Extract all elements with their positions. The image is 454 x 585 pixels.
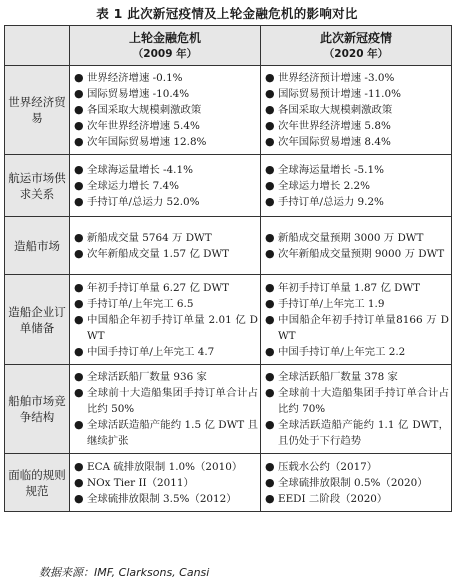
bullet-list (265, 369, 449, 449)
item-text: 新船成交量 5764 万 DWT (87, 231, 212, 244)
bullet-icon: ● (265, 230, 275, 244)
list-item (265, 312, 449, 344)
bullet-icon: ● (265, 194, 275, 208)
item-text: 年初手持订单量 6.27 亿 DWT (87, 281, 230, 294)
row-category: 航运市场供求关系 (5, 155, 70, 217)
bullet-icon: ● (265, 135, 275, 148)
cell-2009 (70, 217, 261, 275)
list-item (265, 417, 449, 449)
bullet-icon: ● (265, 296, 275, 310)
list-item (265, 134, 449, 150)
list-item (265, 385, 449, 417)
list-item (74, 194, 258, 210)
row-category: 造船市场 (5, 217, 70, 275)
bullet-list (74, 70, 258, 150)
bullet-list (74, 280, 258, 360)
list-item (74, 118, 258, 134)
item-text: 全球前十大造船集团手持订单合计占比约 70% (278, 387, 449, 415)
bullet-icon: ● (265, 119, 275, 132)
cell-2009 (70, 275, 261, 365)
item-text: 全球活跃造船产能约 1.1 亿 DWT，且仍处于下行趋势 (278, 419, 449, 447)
item-text: 次年国际贸易增速 12.8% (87, 136, 207, 148)
bullet-icon: ● (74, 162, 84, 176)
item-text: 中国手持订单/上年完工 4.7 (87, 345, 215, 358)
header-corner (5, 26, 70, 66)
bullet-icon: ● (265, 344, 275, 358)
list-item (74, 475, 258, 491)
cell-2020 (261, 155, 452, 217)
cell-2020 (261, 217, 452, 275)
bullet-icon: ● (265, 162, 275, 176)
list-item (265, 491, 449, 507)
item-text: 全球运力增长 7.4% (87, 179, 180, 192)
item-text: ECA 硫排放限制 1.0%（2010） (87, 460, 243, 473)
list-item (265, 70, 449, 86)
item-text: NOx Tier II（2011） (87, 476, 194, 489)
bullet-icon: ● (265, 312, 275, 326)
bullet-list (265, 162, 449, 210)
header-2020 (261, 26, 452, 66)
item-text: 全球硫排放限制 0.5%（2020） (278, 476, 428, 489)
header-2009-year: （2009 年） (132, 47, 198, 60)
list-item (265, 369, 449, 385)
row-category: 世界经济贸易 (5, 66, 70, 155)
item-text: 各国采取大规模刺激政策 (278, 104, 393, 116)
list-item (265, 280, 449, 296)
bullet-list (265, 230, 449, 262)
bullet-icon: ● (74, 103, 84, 116)
row-category: 面临的规则规范 (5, 454, 70, 512)
bullet-icon: ● (74, 344, 84, 358)
bullet-icon: ● (265, 459, 275, 473)
bullet-icon: ● (74, 135, 84, 148)
bullet-list (265, 459, 449, 507)
bullet-list (74, 230, 258, 262)
list-item (74, 296, 258, 312)
item-text: 手持订单/上年完工 6.5 (87, 297, 194, 310)
item-text: 新船成交量预期 3000 万 DWT (278, 231, 424, 244)
list-item (74, 86, 258, 102)
item-text: 世界经济增速 -0.1% (87, 72, 183, 84)
item-text: 各国采取大规模刺激政策 (87, 104, 202, 116)
cell-2020 (261, 66, 452, 155)
item-text: 中国手持订单/上年完工 2.2 (278, 345, 406, 358)
item-text: 年初手持订单量 1.87 亿 DWT (278, 281, 421, 294)
table-row (5, 275, 452, 365)
item-text: 手持订单/总运力 9.2% (278, 195, 384, 208)
item-text: 全球活跃船厂数量 378 家 (278, 371, 398, 383)
item-text: 全球活跃船厂数量 936 家 (87, 371, 207, 383)
item-text: 全球海运量增长 -4.1% (87, 163, 193, 176)
header-2009 (70, 26, 261, 66)
bullet-icon: ● (74, 475, 84, 489)
list-item (265, 162, 449, 178)
bullet-icon: ● (74, 194, 84, 208)
table-row (5, 155, 452, 217)
list-item (74, 491, 258, 507)
list-item (265, 102, 449, 118)
bullet-list (74, 459, 258, 507)
bullet-icon: ● (74, 296, 84, 310)
list-item (74, 459, 258, 475)
list-item (265, 230, 449, 246)
bullet-icon: ● (74, 280, 84, 294)
bullet-icon: ● (265, 178, 275, 192)
item-text: 压载水公约（2017） (278, 460, 378, 473)
header-2020-year: （2020 年） (323, 47, 389, 60)
list-item (265, 194, 449, 210)
list-item (74, 344, 258, 360)
cell-2009 (70, 365, 261, 454)
cell-2020 (261, 275, 452, 365)
list-item (265, 459, 449, 475)
item-text: 手持订单/总运力 52.0% (87, 195, 200, 208)
bullet-icon: ● (74, 491, 84, 505)
bullet-icon: ● (265, 246, 275, 260)
list-item (74, 246, 258, 262)
list-item (74, 312, 258, 344)
cell-2009 (70, 66, 261, 155)
bullet-icon: ● (74, 178, 84, 192)
list-item (74, 369, 258, 385)
table-header-row (5, 26, 452, 66)
item-text: 次年新船成交量 1.57 亿 DWT (87, 247, 230, 260)
list-item (265, 475, 449, 491)
table-caption: 表 1 此次新冠疫情及上轮金融危机的影响对比 (96, 6, 358, 21)
bullet-icon: ● (74, 230, 84, 244)
row-category: 造船企业订单储备 (5, 275, 70, 365)
item-text: 次年世界经济增速 5.8% (278, 120, 391, 132)
bullet-icon: ● (74, 459, 84, 473)
bullet-icon: ● (265, 280, 275, 294)
bullet-icon: ● (265, 71, 275, 84)
item-text: 次年新船成交量预期 9000 万 DWT (278, 247, 445, 260)
list-item (265, 344, 449, 360)
item-text: 全球前十大造船集团手持订单合计占比约 50% (87, 387, 258, 415)
item-text: 世界经济预计增速 -3.0% (278, 72, 395, 84)
bullet-icon: ● (265, 87, 275, 100)
list-item (265, 118, 449, 134)
table-body (5, 66, 452, 512)
bullet-icon: ● (74, 246, 84, 260)
list-item (74, 102, 258, 118)
list-item (74, 230, 258, 246)
item-text: 全球海运量增长 -5.1% (278, 163, 384, 176)
table-row (5, 454, 452, 512)
row-category: 船舶市场竞争结构 (5, 365, 70, 454)
item-text: 全球硫排放限制 3.5%（2012） (87, 492, 237, 505)
bullet-icon: ● (74, 119, 84, 132)
bullet-icon: ● (265, 475, 275, 489)
table-row (5, 66, 452, 155)
list-item (265, 296, 449, 312)
list-item (265, 246, 449, 262)
bullet-icon: ● (74, 71, 84, 84)
bullet-list (265, 70, 449, 150)
bullet-icon: ● (265, 491, 275, 505)
item-text: 全球运力增长 2.2% (278, 179, 371, 192)
item-text: 中国船企年初手持订单量 2.01 亿 DWT (87, 313, 258, 342)
item-text: 手持订单/上年完工 1.9 (278, 297, 385, 310)
bullet-icon: ● (74, 370, 84, 383)
bullet-icon: ● (74, 87, 84, 100)
list-item (265, 86, 449, 102)
list-item (74, 70, 258, 86)
bullet-icon: ● (265, 103, 275, 116)
cell-2009 (70, 454, 261, 512)
item-text: EEDI 二阶段（2020） (278, 492, 388, 505)
item-text: 中国船企年初手持订单量8166 万 DWT (278, 313, 449, 342)
cell-2009 (70, 155, 261, 217)
header-2009-title: 上轮金融危机 (128, 30, 201, 45)
item-text: 次年世界经济增速 5.4% (87, 120, 200, 132)
cell-2020 (261, 454, 452, 512)
bullet-list (74, 162, 258, 210)
bullet-icon: ● (74, 418, 84, 431)
bullet-list (74, 369, 258, 449)
list-item (74, 162, 258, 178)
list-item (74, 385, 258, 417)
bullet-list (265, 280, 449, 360)
bullet-icon: ● (74, 312, 84, 326)
table-row (5, 365, 452, 454)
bullet-icon: ● (265, 418, 275, 431)
item-text: 次年国际贸易增速 8.4% (278, 136, 391, 148)
header-2020-title: 此次新冠疫情 (319, 30, 392, 45)
table-row (5, 217, 452, 275)
comparison-table (4, 25, 452, 512)
bullet-icon: ● (265, 386, 275, 399)
list-item (74, 417, 258, 449)
bullet-icon: ● (265, 370, 275, 383)
item-text: 全球活跃造船产能约 1.5 亿 DWT 且继续扩张 (87, 419, 258, 447)
data-source-note: 数据来源：IMF, Clarksons, Cansi (39, 566, 210, 579)
item-text: 国际贸易增速 -10.4% (87, 88, 190, 100)
bullet-icon: ● (74, 386, 84, 399)
item-text: 国际贸易预计增速 -11.0% (278, 88, 401, 100)
list-item (74, 134, 258, 150)
list-item (74, 280, 258, 296)
list-item (265, 178, 449, 194)
cell-2020 (261, 365, 452, 454)
list-item (74, 178, 258, 194)
